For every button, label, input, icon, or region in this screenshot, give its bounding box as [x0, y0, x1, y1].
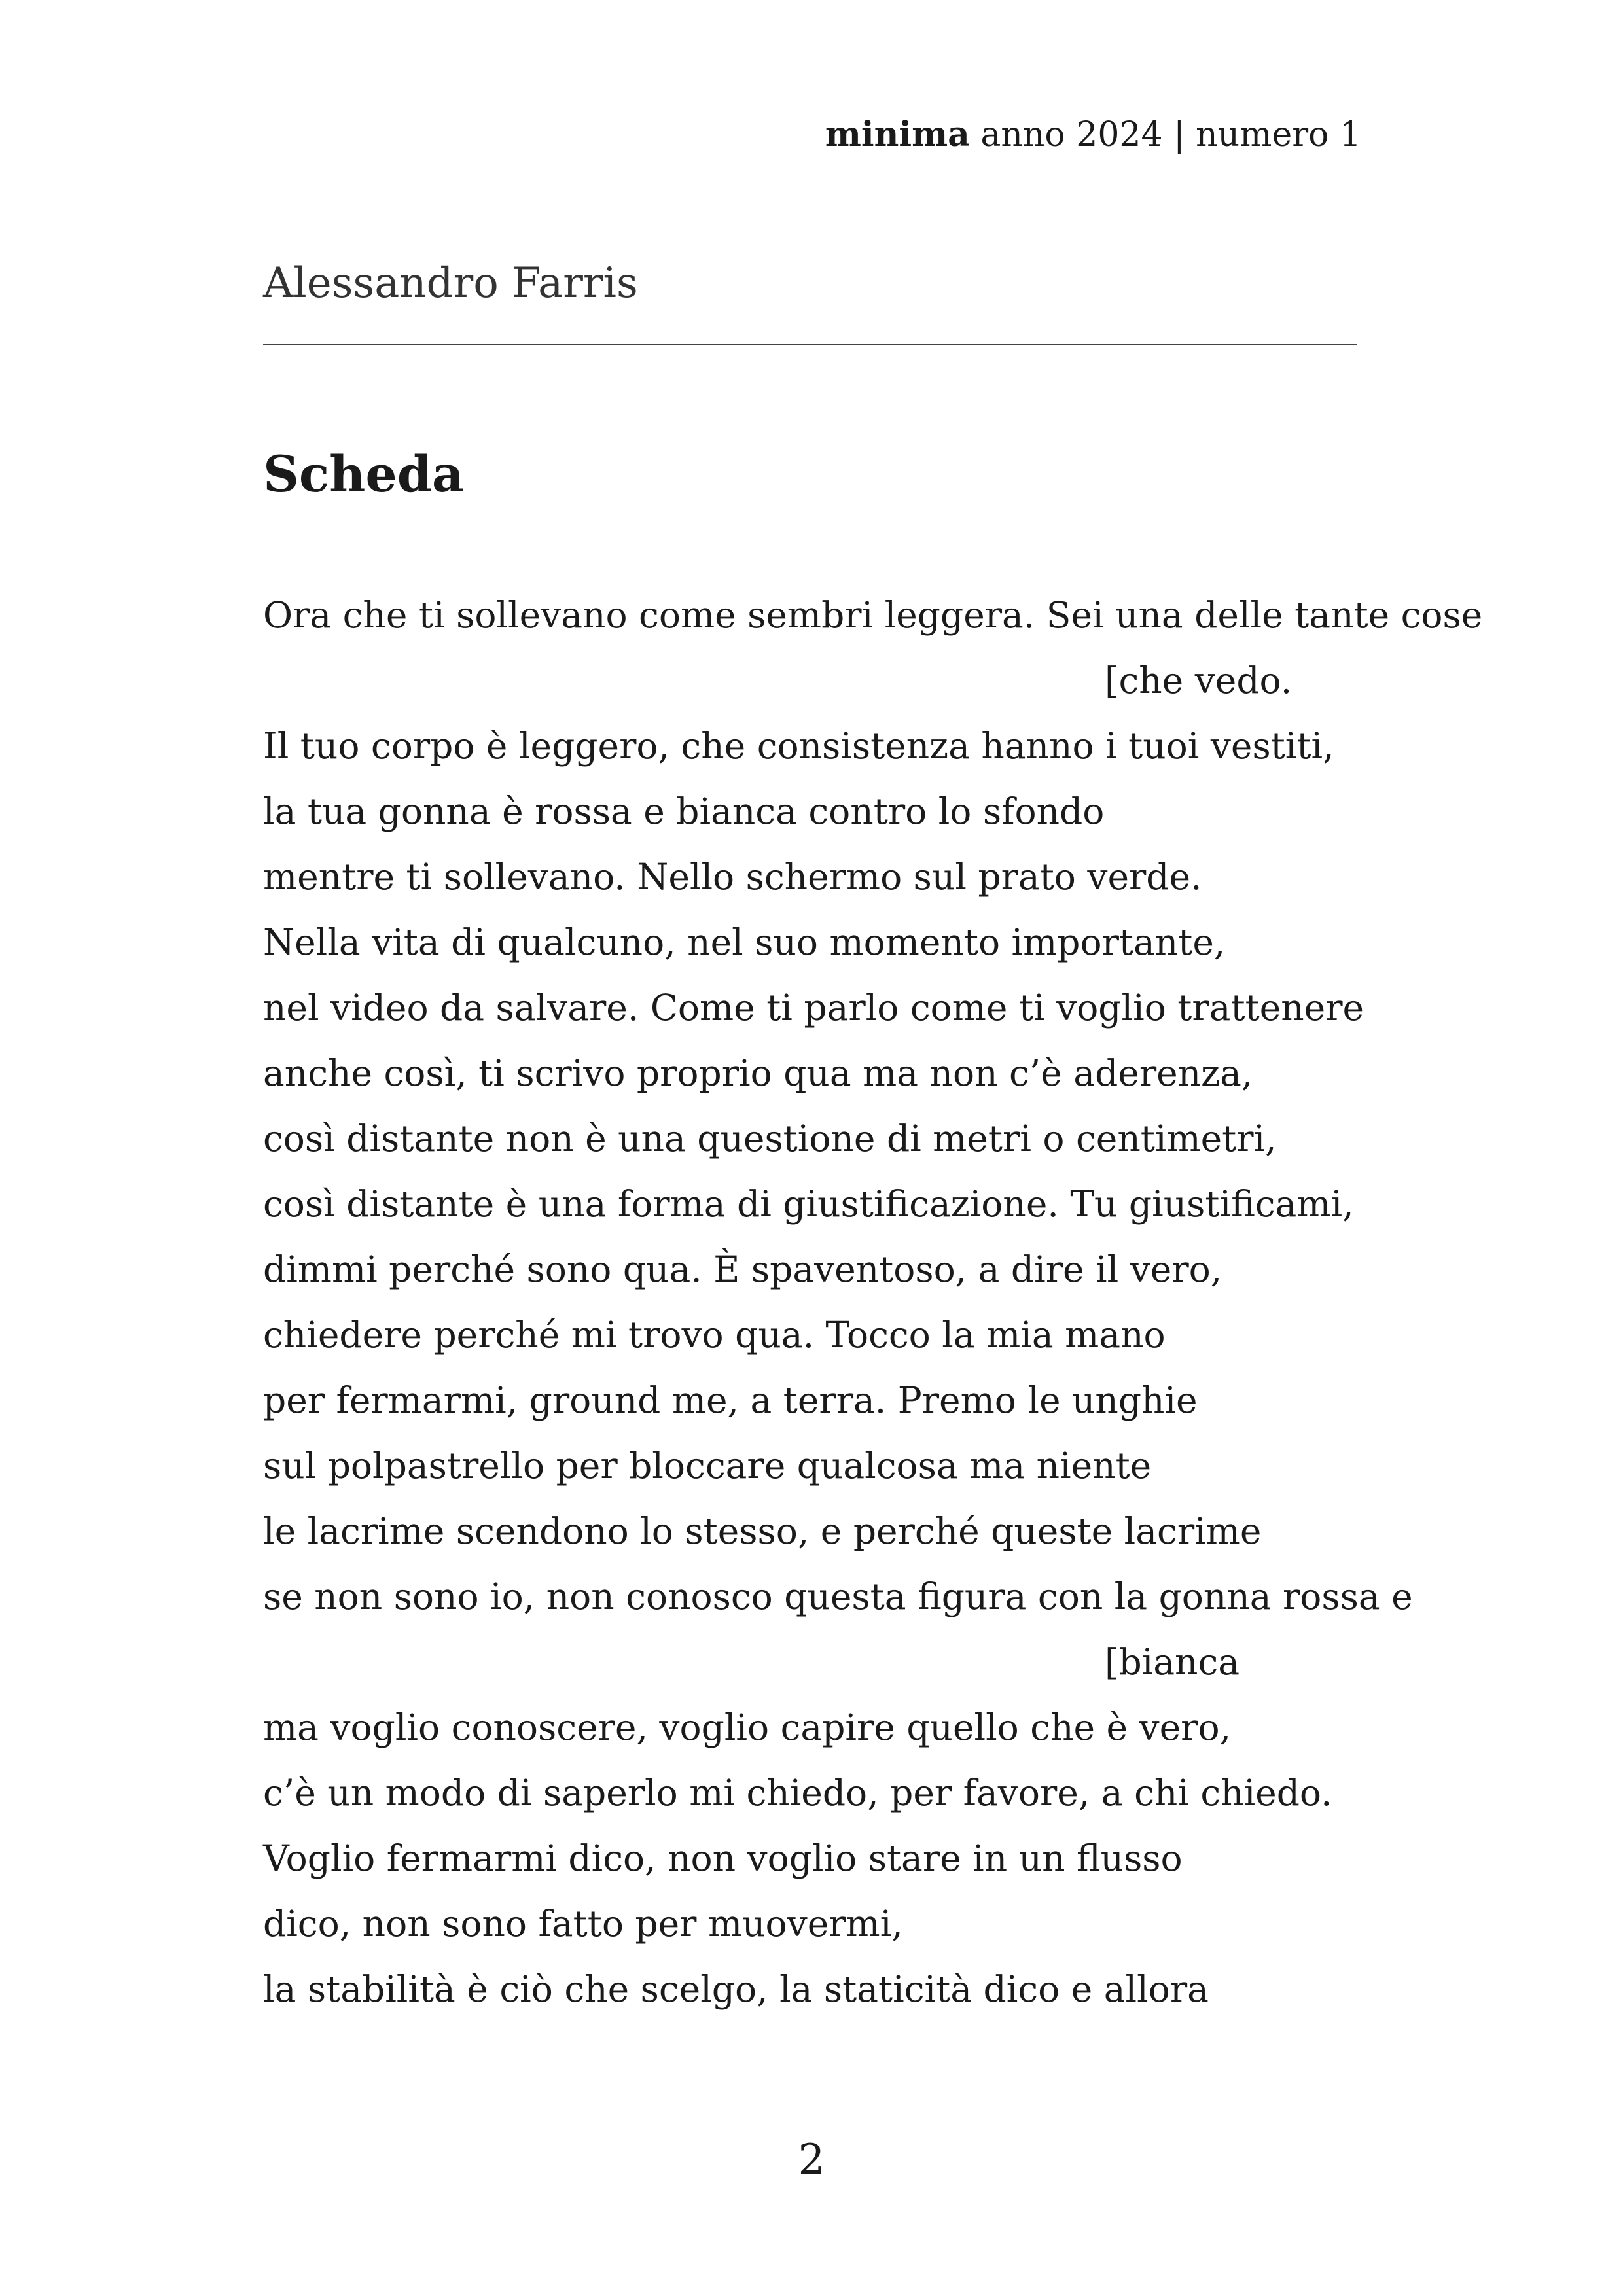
- poem-line: dico, non sono fatto per muovermi,: [263, 1903, 903, 1945]
- running-header: [825, 115, 1361, 154]
- issue-info: anno 2024 | numero 1: [980, 115, 1361, 154]
- poem-line-continuation: [che vedo.: [1105, 660, 1293, 701]
- poem-line: chiedere perché mi trovo qua. Tocco la mia mano: [263, 1314, 1166, 1356]
- poem-body: [263, 582, 1483, 2022]
- poem-line: la tua gonna è rossa e bianca contro lo sfondo: [263, 790, 1105, 832]
- poem-line: nel video da salvare. Come ti parlo come ti voglio trattenere: [263, 987, 1364, 1029]
- poem-line: Nella vita di qualcuno, nel suo momento importante,: [263, 921, 1226, 963]
- divider: [263, 344, 1357, 345]
- journal-name: minima: [825, 115, 970, 154]
- poem-line-continuation: [bianca: [1105, 1641, 1240, 1683]
- poem-line: sul polpastrello per bloccare qualcosa ma niente: [263, 1445, 1152, 1487]
- poem-title: Scheda: [263, 445, 465, 503]
- poem-line: Voglio fermarmi dico, non voglio stare in un flusso: [263, 1837, 1183, 1879]
- poem-line: dimmi perché sono qua. È spaventoso, a dire il vero,: [263, 1248, 1222, 1290]
- poem-line: così distante è una forma di giustificazione. Tu giustificami,: [263, 1183, 1354, 1225]
- poem-line: mentre ti sollevano. Nello schermo sul prato verde.: [263, 856, 1202, 898]
- poem-line: Il tuo corpo è leggero, che consistenza hanno i tuoi vestiti,: [263, 725, 1334, 767]
- poem-line: ma voglio conoscere, voglio capire quello che è vero,: [263, 1706, 1232, 1748]
- author-name: Alessandro Farris: [263, 259, 638, 308]
- poem-line: così distante non è una questione di metri o centimetri,: [263, 1118, 1277, 1159]
- poem-line: le lacrime scendono lo stesso, e perché queste lacrime: [263, 1510, 1262, 1552]
- page-number: 2: [798, 2136, 825, 2184]
- poem-line: Ora che ti sollevano come sembri leggera. Sei una delle tante cose: [263, 594, 1483, 636]
- poem-line: c’è un modo di saperlo mi chiedo, per favore, a chi chiedo.: [263, 1772, 1332, 1814]
- poem-line: se non sono io, non conosco questa figura con la gonna rossa e: [263, 1576, 1413, 1617]
- poem-line: la stabilità è ciò che scelgo, la staticità dico e allora: [263, 1968, 1209, 2010]
- poem-line: per fermarmi, ground me, a terra. Premo le unghie: [263, 1379, 1198, 1421]
- poem-line: anche così, ti scrivo proprio qua ma non c’è aderenza,: [263, 1052, 1253, 1094]
